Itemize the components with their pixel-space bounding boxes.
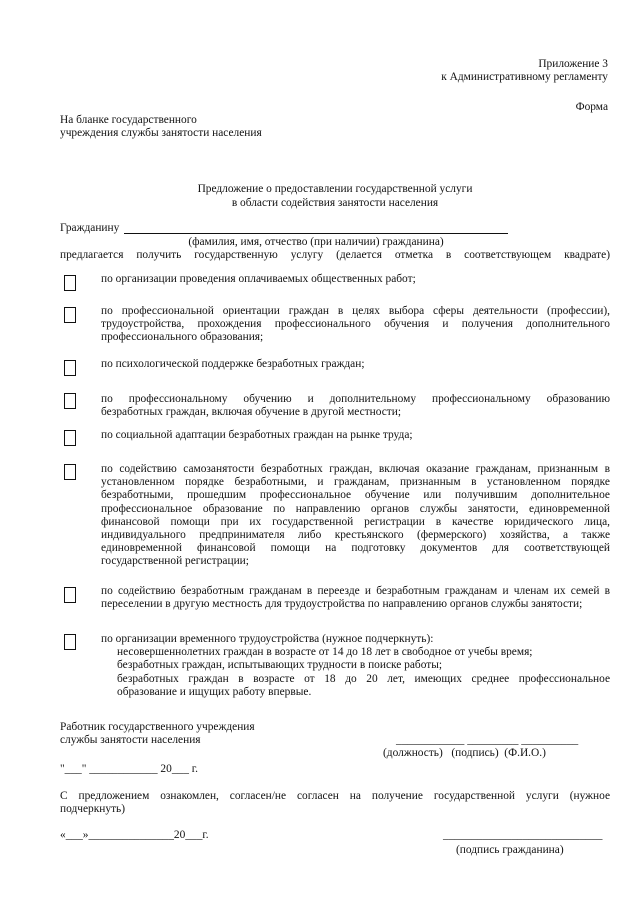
agreement-text-line-1: С предложением ознакомлен, согласен/не согласен на получение государственной услуги (нужное (60, 790, 610, 802)
document-title-line-1: Предложение о предоставлении государственной услуги (197, 183, 473, 195)
option-item-5 (101, 429, 610, 442)
option-text: профессионального образования; (101, 331, 264, 344)
employee-title-line-2: службы занятости населения (60, 734, 201, 746)
employee-signature-captions: (должность) (подпись) (Ф.И.О.) (383, 747, 546, 759)
option-item-4 (101, 393, 610, 419)
option-text: по содействию самозанятости безработных граждан, включая оказание гражданам, признанным в (101, 463, 610, 475)
employee-date: "___" ____________ 20___ г. (60, 763, 198, 775)
letterhead-line-1: На бланке государственного (60, 114, 197, 126)
option-item-2 (101, 305, 610, 345)
citizen-name-caption: (фамилия, имя, отчество (при наличии) гражданина) (188, 236, 444, 248)
document-title-line-2: в области содействия занятости населения (231, 197, 439, 209)
option-text: по содействию безработным гражданам в переезде и безработным гражданам и членам их семей в (101, 585, 610, 597)
option-text: по профессиональной ориентации граждан в целях выбора сферы деятельности (профессии), (101, 305, 610, 317)
option-text: финансовой помощи при их государственной регистрации в качестве юридического лица, (101, 515, 610, 528)
citizen-name-line (124, 233, 508, 234)
option-text: по профессиональному обучению и дополнительному профессиональному образованию (101, 393, 610, 405)
option-checkbox-7[interactable] (64, 587, 76, 603)
option-checkbox-3[interactable] (64, 360, 76, 376)
option-text: переселении в другую местность для трудоустройства по направлению органов службы занятости; (101, 598, 583, 611)
option-text: по социальной адаптации безработных граждан на рынке труда; (101, 429, 413, 441)
option-subitem[interactable]: безработных граждан в возрасте от 18 до 20 лет, имеющих среднее профессиональное (117, 672, 610, 685)
option-item-3 (101, 358, 610, 371)
option-checkbox-5[interactable] (64, 430, 76, 446)
option-subitem[interactable]: несовершеннолетних граждан в возрасте от 14 до 18 лет в свободное от учебы время; (117, 646, 533, 659)
option-text: единовременной финансовой помощи на подготовку документов для соответствующей (101, 542, 610, 555)
option-text: безработными, прошедшим профессиональное обучение или получившим дополнительное (101, 489, 610, 502)
option-item-7 (101, 585, 610, 611)
employee-title-line-1: Работник государственного учреждения (60, 721, 255, 733)
letterhead-line-2: учреждения службы занятости населения (60, 127, 262, 139)
option-text: установленном порядке безработными, и гражданам, признанным в установленном порядке (101, 476, 610, 489)
citizen-signature-caption: (подпись гражданина) (456, 844, 564, 856)
option-checkbox-6[interactable] (64, 464, 76, 480)
option-text: по организации проведения оплачиваемых общественных работ; (101, 273, 416, 285)
option-text: государственной регистрации; (101, 555, 249, 568)
option-text: профессиональное образование по направлению органов службы занятости, единовременной (101, 502, 610, 515)
employee-signature-lines: ____________ _________ __________ (396, 734, 579, 746)
option-text: индивидуального предпринимателя либо крестьянского (фермерского) хозяйства, а также (101, 529, 610, 542)
option-text: трудоустройства, прохождения профессионального обучения и получения дополнительного (101, 318, 610, 331)
option-text: безработных граждан, включая обучение в другой местности; (101, 406, 402, 419)
option-subitem[interactable]: безработных граждан, испытывающих трудности в поиске работы; (117, 659, 443, 672)
appendix-number: Приложение 3 (538, 58, 608, 70)
option-text: по организации временного трудоустройства (нужное подчеркнуть): (101, 633, 434, 645)
citizen-label: Гражданину (60, 222, 120, 234)
agreement-text-line-2: подчеркнуть) (60, 803, 126, 815)
appendix-reference: к Административному регламенту (441, 71, 608, 83)
option-item-6 (101, 463, 610, 569)
citizen-date: «___»_______________20___г. (60, 829, 209, 841)
option-item-8 (101, 633, 610, 699)
citizen-signature-line: ____________________________ (443, 829, 603, 841)
form-label: Форма (575, 101, 608, 113)
option-checkbox-8[interactable] (64, 634, 76, 650)
option-item-1 (101, 273, 610, 286)
option-checkbox-1[interactable] (64, 275, 76, 291)
offer-text: предлагается получить государственную услугу (делается отметка в соответствующем квадрате) (60, 249, 610, 261)
option-checkbox-4[interactable] (64, 393, 76, 409)
option-checkbox-2[interactable] (64, 307, 76, 323)
option-text: по психологической поддержке безработных граждан; (101, 358, 365, 370)
option-subitem-continued: образование и ищущих работу впервые. (117, 685, 312, 698)
